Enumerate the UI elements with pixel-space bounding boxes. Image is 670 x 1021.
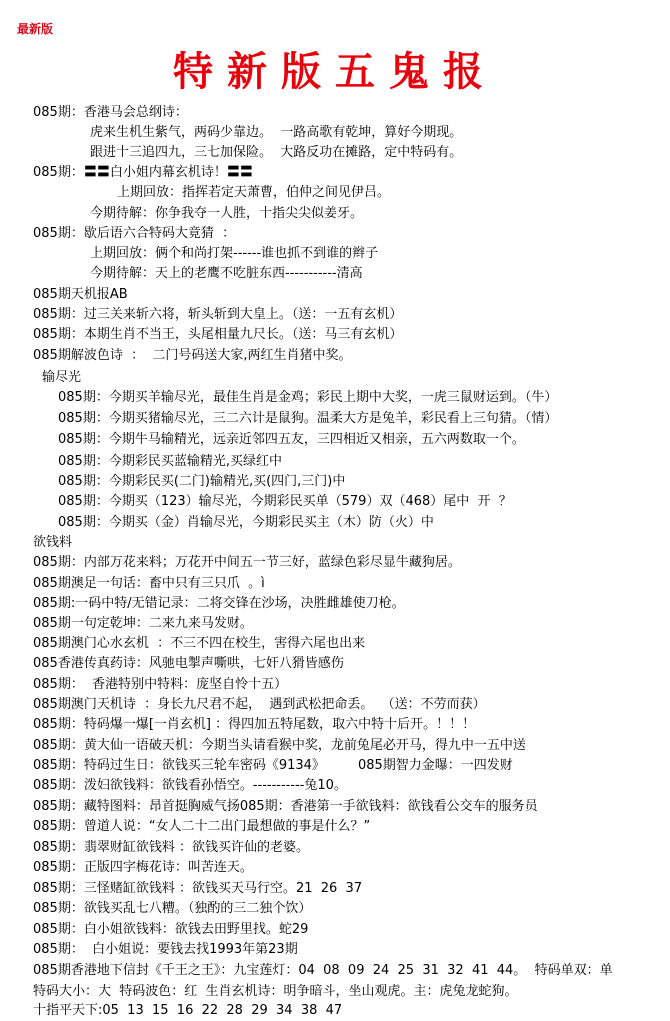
text-line: 085期： 白小姐说：要钱去找1993年第23期 bbox=[33, 942, 298, 957]
text-line: 085期：今期彩民买(二门)输精光,买(四门,三门)中 bbox=[58, 474, 346, 489]
text-line: 085期：泼妇欲钱料：欲钱看孙悟空。-----------兔10。 bbox=[33, 778, 347, 793]
text-line: 今期待解：你争我夺一人胜，十指尖尖似姜牙。 bbox=[90, 206, 364, 221]
text-line: 085期：过三关来斩六将，斩头斩到大皇上。（送：一五有玄机） bbox=[33, 307, 403, 322]
text-line: 085期：〓〓白小姐内幕玄机诗！〓〓 bbox=[33, 165, 253, 180]
text-line: 085期：翡翠财缸欲钱料 ：欲钱买许仙的老婆。 bbox=[33, 840, 309, 855]
text-line: 085期：白小姐欲钱料：欲钱去田野里找。蛇29 bbox=[33, 922, 309, 937]
text-line: 085期：藏特图料：昂首挺胸威气扬085期：香港第一手欲钱料：欲钱看公交车的服务员 bbox=[33, 799, 538, 814]
text-line: 跟进十三追四九，三七加保险。 大路反功在摊路，定中特码有。 bbox=[90, 145, 463, 160]
text-line: 085期：本期生肖不当王，头尾相量九尺长。（送：马三有玄机） bbox=[33, 327, 403, 342]
text-line: 十指平天下:05 13 15 16 22 28 29 34 38 47 bbox=[33, 1003, 343, 1018]
text-line: 虎来生机生紫气，两码少靠边。 一路高歌有乾坤，算好今期现。 bbox=[90, 125, 463, 140]
text-line: 085期:一码中特/无错记录：二将交锋在沙场，决胜雌雄使刀枪。 bbox=[33, 596, 405, 611]
text-line: 085期：特码过生日：欲钱买三轮车密码《9134》 085期智力金曝：一四发财 bbox=[33, 758, 513, 773]
text-line: 上期回放：俩个和尚打架------谁也抓不到谁的辫子 bbox=[90, 246, 379, 261]
text-line: 085期：今期买（金）肖输尽光，今期彩民买主（木）防（火）中 bbox=[58, 515, 434, 530]
text-line: 085期：歇后语六合特码大竟猜 ： bbox=[33, 226, 236, 241]
text-line: 085期：欲钱买乱七八糟。（独酌的三二独个饮） bbox=[33, 901, 312, 916]
text-line: 085期香港地下信封《千王之王》：九宝莲灯：04 08 09 24 25 31 32 41 44。 特码单双：单 bbox=[33, 963, 613, 978]
text-line: 085香港传真药诗：风驰电掣声嘶哄，七奸八猾皆感伤 bbox=[33, 656, 344, 671]
section-heading: 输尽光 bbox=[42, 370, 82, 385]
text-line: 085期：特码爆一爆[一肖玄机] ：得四加五特尾数，取六中特十后开。！！！ bbox=[33, 717, 476, 732]
text-line: 085期：今期买羊输尽光，最佳生肖是金鸡；彩民上期中大奖，一虎三鼠财运到。（牛） bbox=[58, 390, 558, 405]
text-line: 085期澳门天机诗 ：身长九尺君不起， 遇到武松把命丢。 （送：不劳而获） bbox=[33, 697, 486, 712]
text-line: 085期：今期彩民买蓝输精光,买绿红中 bbox=[58, 454, 282, 469]
text-line: 今期待解：天上的老鹰不吃脏东西-----------清高 bbox=[90, 266, 363, 281]
text-line: 085期澳足一句话：畜中只有三只爪 。ì bbox=[33, 576, 265, 591]
text-line: 085期： 香港特别中特料：庞坚自怜十五） bbox=[33, 677, 288, 692]
text-line: 085期天机报AB bbox=[33, 287, 128, 302]
section-heading: 欲钱料 bbox=[33, 535, 73, 550]
page-title: 特新版五鬼报 bbox=[173, 48, 497, 95]
text-line: 085期：内部万花来料；万花开中间五一节三好，蓝绿色彩尽显牛藏狗居。 bbox=[33, 555, 461, 570]
text-line: 085期：黄大仙一语破天机：今期当头请看猴中奖，龙前兔尾必开马，得九中一五中送 bbox=[33, 738, 526, 753]
text-line: 085期澳门心水玄机 ：不三不四在校生，害得六尾也出来 bbox=[33, 636, 366, 651]
text-line: 上期回放：指挥若定天萧曹，伯仲之间见伊吕。 bbox=[117, 185, 391, 200]
text-line: 085期：今期买猪输尽光，三二六计是鼠狗。温柔大方是兔羊，彩民看上三句猜。（情） bbox=[58, 411, 558, 426]
text-line: 085期一句定乾坤：二来九来马发财。 bbox=[33, 616, 253, 631]
text-line: 085期解波色诗 ： 二门号码送大家,两红生肖猪中奖。 bbox=[33, 348, 352, 363]
text-line: 085期：曾道人说：“女人二十二出门最想做的事是什么？” bbox=[33, 819, 371, 834]
text-line: 085期：正版四字梅花诗：叫苦连天。 bbox=[33, 860, 253, 875]
edition-tag: 最新版 bbox=[17, 22, 54, 36]
text-line: 085期：今期买（123）输尽光，今期彩民买单（579）双（468）尾中 开 ？ bbox=[58, 494, 512, 509]
text-line: 085期：香港马会总纲诗： bbox=[33, 105, 188, 120]
text-line: 085期：三怪赌缸欲钱料 ：欲钱买天马行空。21 26 37 bbox=[33, 881, 363, 896]
text-line: 085期：今期牛马输精光，远亲近邻四五友，三四相近又相亲，五六两数取一个。 bbox=[58, 432, 525, 447]
text-line: 特码大小：大 特码波色：红 生肖玄机诗：明争暗斗，坐山观虎。主：虎兔龙蛇狗。 bbox=[33, 984, 518, 999]
